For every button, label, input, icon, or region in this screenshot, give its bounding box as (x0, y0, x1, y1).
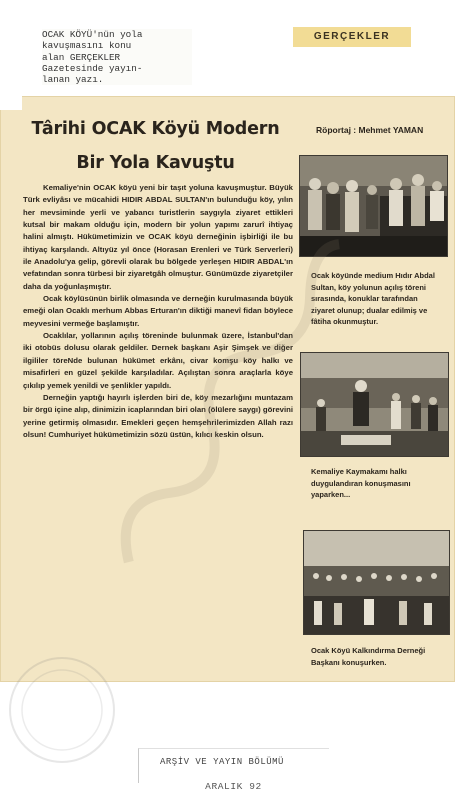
headline-line-2: Bir Yola Kavuştu (76, 153, 235, 173)
newspaper-name-label: GERÇEKLER (293, 27, 411, 47)
article-headline (18, 112, 293, 180)
paragraph-1: Kemaliye'nin OCAK köyü yeni bir taşıt yoluna kavuşmuştur. Büyük Türk evliyâsı ve mücahidi HIDIR ABDAL SULTAN'ın bulunduğu köy, yılın her mevsiminde yerli ve yabancı turistlerin saygıyla ziyaret ettikleri kutsal bir makam olduğu için, modern bir yolun yapımı zarurî ihtiyaç halini almıştı. Hükümetimizin ve OCAK köyü derneğinin işbirliği ile bu ihtiyaç karşılandı. Altıyüz yıl önce (Horasan Erenleri ve Türk Serverleri) ile Anadolu'ya gelip, görevli olarak bu bölgede yerleşen HIDIR ABDAL'ın vefatından sonra türbesi bir ziyaretgâh olmuştur. Günümüzde ziyaretçiler daha da yoğunlaşmıştır. (23, 183, 293, 291)
typed-note: OCAK KÖYÜ'nün yola kavuşmasını konu alan GERÇEKLER Gazetesinde yayın- lanan yazı. (42, 29, 192, 85)
paragraph-4: Derneğin yaptığı hayırlı işlerden biri de, köy mezarlığını muntazam bir örgü içine alıp, dinimizin icaplarından biri olan (ölülere saygı) görevini yerine getirmiş olmasıdır. Emekleri geçen hemşehrilerimizden Allah razı olsun! Cumhuriyet hükümetimizin sözü üstün, kılıcı keskin olsun. (23, 392, 293, 439)
archive-stamp (0, 640, 135, 780)
archive-department-label: ARŞİV VE YAYIN BÖLÜMÜ (160, 757, 284, 767)
photo-caption-3: Ocak Köyü Kalkındırma Derneği Başkanı konuşurken. (311, 646, 426, 667)
paragraph-2: Ocak köylüsünün birlik olmasında ve derneğin kurulmasında büyük emeği olan Ocaklı merhum Abbas Erturan'ın diktiği manevî fidan böylece meyvesini vermeğe başlamıştır. (23, 294, 293, 328)
photo-district-governor-speech (300, 352, 449, 457)
archive-date: ARALIK 92 (205, 781, 262, 792)
paragraph-3: Ocaklılar, yollarının açılış töreninde bulunmak üzere, İstanbul'dan iki otobüs dolusu olarak geldiler. Dernek başkanı Aşir Şimşek ve diğer ilgililer töreNde bulunan hükümet erkânı, civar komşu köy halkı ve misafirleri en güzel şekilde karşıladılar. Açılıştan sonra araçlarla köye çıkılıp yemek yenildi ve şenlikler yapıldı. (23, 331, 293, 390)
photo-caption-1: Ocak köyünde medium Hıdır Abdal Sultan, köy yolunun açılış töreni sırasında, konuklar tarafından ziyaret olunup; dualar edilmiş ve fâtiha okunmuştur. (311, 271, 435, 326)
clipping-torn-corner (0, 96, 22, 110)
article-byline: Röportaj : Mehmet YAMAN (316, 125, 424, 135)
headline-line-1: Târihi OCAK Köyü Modern (31, 119, 280, 139)
photo-association-president-speech (303, 530, 450, 635)
photo-caption-2: Kemaliye Kaymakamı halkı duygulandıran konuşmasını yaparken... (311, 467, 411, 499)
photo-shrine-visit (299, 155, 448, 257)
article-body (23, 182, 293, 441)
